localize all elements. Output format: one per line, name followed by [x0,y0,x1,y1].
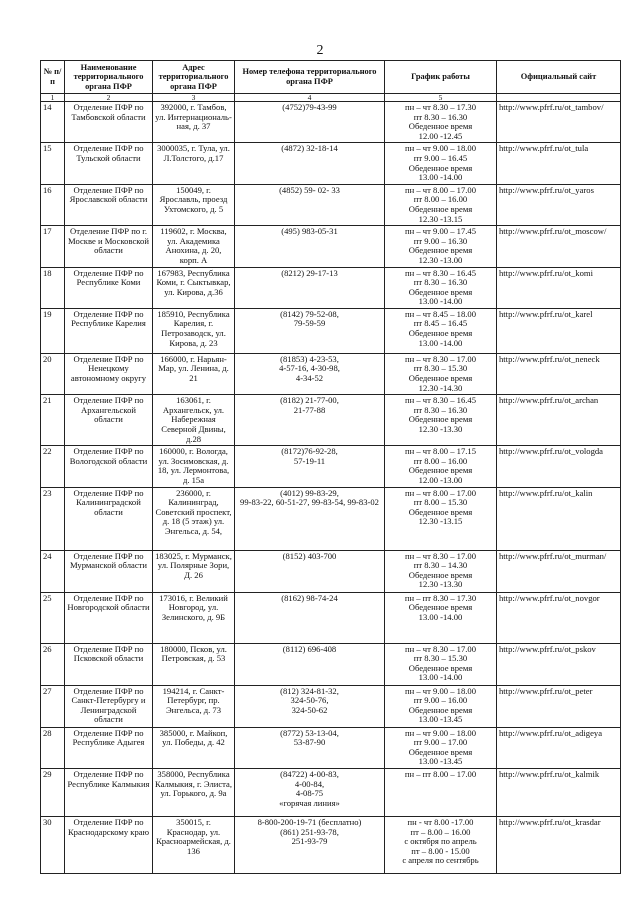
office-phone: (495) 983-05-31 [235,226,385,267]
office-schedule: пн – чт 8.45 – 18.00 пт 8.45 – 16.45 Обеденное время 13.00 -14.00 [385,308,497,353]
office-site-link[interactable]: http://www.pfrf.ru/ot_krasdar [497,817,621,874]
office-schedule: пн – чт 8.00 – 17.00 пт 8.00 – 15.30 Обеденное время 12.30 -13.15 [385,487,497,550]
table-row [41,817,621,874]
office-address: 180000, Псков, ул. Петровская, д. 53 [153,643,235,685]
table-row [41,643,621,685]
office-name: Отделение ПФР по Тамбовской области [65,102,153,143]
office-name: Отделение ПФР по Республике Карелия [65,308,153,353]
row-number: 19 [41,308,65,353]
office-schedule: пн – пт 8.30 – 17.30 Обеденное время 13.00 -14.00 [385,592,497,643]
office-address: 350015, г. Краснодар, ул. Красноармейская, д. 136 [153,817,235,874]
table-row [41,446,621,487]
office-phone: (8182) 21-77-00, 21-77-88 [235,395,385,446]
office-address: 150049, г. Ярославль, проезд Ухтомского, д. 5 [153,184,235,225]
row-number: 18 [41,267,65,308]
office-schedule: пн – чт 8.30 – 16.45 пт 8.30 – 16.30 Обеденное время 12.30 -13.30 [385,395,497,446]
office-site-link[interactable]: http://www.pfrf.ru/ot_kalmik [497,769,621,817]
row-number: 27 [41,685,65,727]
office-name: Отделение ПФР по Вологодской области [65,446,153,487]
office-schedule: пн – чт 9.00 – 18.00 пт 9.00 – 16.45 Обеденное время 13.00 -14.00 [385,143,497,184]
table-row [41,226,621,267]
office-phone: (8142) 79-52-08, 79-59-59 [235,308,385,353]
office-schedule: пн – чт 9.00 – 17.45 пт 9.00 – 16.30 Обеденное время 12.30 -13.00 [385,226,497,267]
office-phone: (8172)76-92-28, 57-19-11 [235,446,385,487]
office-schedule: пн – чт 8.30 – 17.30 пт 8.30 – 16.30 Обеденное время 12.00 -12.45 [385,102,497,143]
header-site: Официальный сайт [497,61,621,94]
office-site-link[interactable]: http://www.pfrf.ru/ot_peter [497,685,621,727]
office-site-link[interactable]: http://www.pfrf.ru/ot_neneck [497,353,621,394]
table-row [41,308,621,353]
header-number: № п/п [41,61,65,94]
table-row [41,685,621,727]
table-row [41,143,621,184]
table-row [41,550,621,592]
office-address: 194214, г. Санкт-Петербург, пр. Энгельса, д. 73 [153,685,235,727]
office-phone: (4852) 59- 02- 33 [235,184,385,225]
office-address: 160000, г. Вологда, ул. Зосимовская, д. 18, ул. Лермонтова, д. 15а [153,446,235,487]
office-site-link[interactable]: http://www.pfrf.ru/ot_archan [497,395,621,446]
table-row [41,727,621,768]
office-schedule: пн – чт 8.30 – 16.45 пт 8.30 – 16.30 Обеденное время 13.00 -14.00 [385,267,497,308]
office-name: Отделение ПФР по Новгородской области [65,592,153,643]
row-number: 22 [41,446,65,487]
header-phone: Номер телефона территориального органа ПФР [235,61,385,94]
office-name: Отделение ПФР по Краснодарскому краю [65,817,153,874]
office-name: Отделение ПФР по г. Москве и Московской области [65,226,153,267]
office-phone: (8212) 29-17-13 [235,267,385,308]
office-site-link[interactable]: http://www.pfrf.ru/ot_kalin [497,487,621,550]
office-phone: (8112) 696-408 [235,643,385,685]
office-address: 183025, г. Мурманск, ул. Полярные Зори, Д. 26 [153,550,235,592]
office-phone: (4012) 99-83-29, 99-83-22, 60-51-27, 99-83-54, 99-83-02 [235,487,385,550]
office-name: Отделение ПФР по Архангельской области [65,395,153,446]
office-schedule: пн – чт 8.30 – 17.00 пт 8.30 – 15.30 Обеденное время 13.00 -14.00 [385,643,497,685]
office-name: Отделение ПФР по Республике Калмыкия [65,769,153,817]
office-phone: (812) 324-81-32, 324-50-76, 324-50-62 [235,685,385,727]
office-address: 119602, г. Москва, ул. Академика Анохина, д. 20, корп. А [153,226,235,267]
header-row [41,61,621,94]
office-site-link[interactable]: http://www.pfrf.ru/ot_adigeya [497,727,621,768]
office-address: 166000, г. Нарьян-Мар, ул. Ленина, д. 21 [153,353,235,394]
office-schedule: пн – чт 9.00 – 18.00 пт 9.00 – 17.00 Обеденное время 13.00 -13.45 [385,727,497,768]
header-address: Адрес территориального органа ПФР [153,61,235,94]
row-number: 21 [41,395,65,446]
office-address: 167983, Республика Коми, г. Сыктывкар, ул. Кирова, д.36 [153,267,235,308]
office-schedule: пн – пт 8.00 – 17.00 [385,769,497,817]
office-name: Отделение ПФР по Республике Коми [65,267,153,308]
pfr-offices-table [40,60,621,874]
table-row [41,769,621,817]
column-number-row [41,94,621,102]
office-name: Отделение ПФР по Калининградской области [65,487,153,550]
office-schedule: пн – чт 8.30 – 17.00 пт 8.30 – 14.30 Обеденное время 12.30 -13.30 [385,550,497,592]
office-name: Отделение ПФР по Санкт-Петербургу и Ленинградской области [65,685,153,727]
table-body [41,102,621,874]
office-schedule: пн – чт 8.00 – 17.00 пт 8.00 – 16.00 Обеденное время 12.30 -13.15 [385,184,497,225]
office-address: 173016, г. Великий Новгород, ул. Зелинского, д. 9Б [153,592,235,643]
office-phone: (8152) 403-700 [235,550,385,592]
table-row [41,102,621,143]
office-address: 163061, г. Архангельск, ул. Набережная Северной Двины, д.28 [153,395,235,446]
office-schedule: пн - чт 8.00 -17.00 пт – 8.00 – 16.00 с октября по апрель пт – 8.00 - 15.00 с апреля по сентябрь [385,817,497,874]
table-row [41,267,621,308]
office-site-link[interactable]: http://www.pfrf.ru/ot_vologda [497,446,621,487]
row-number: 28 [41,727,65,768]
office-schedule: пн – чт 9.00 – 18.00 пт 9.00 – 16.00 Обеденное время 13.00 -13.45 [385,685,497,727]
office-phone: 8-800-200-19-71 (бесплатно) (861) 251-93-78, 251-93-79 [235,817,385,874]
office-site-link[interactable]: http://www.pfrf.ru/ot_komi [497,267,621,308]
office-name: Отделение ПФР по Ярославской области [65,184,153,225]
row-number: 30 [41,817,65,874]
office-name: Отделение ПФР по Мурманской области [65,550,153,592]
row-number: 15 [41,143,65,184]
office-address: 392000, г. Тамбов, ул. Интернациональ-ная, д. 37 [153,102,235,143]
office-name: Отделение ПФР по Псковской области [65,643,153,685]
row-number: 20 [41,353,65,394]
office-phone: (84722) 4-00-83, 4-00-84, 4-08-75 «горячая линия» [235,769,385,817]
office-address: 385000, г. Майкоп, ул. Победы, д. 42 [153,727,235,768]
office-name: Отделение ПФР по Ненецкому автономному округу [65,353,153,394]
page-number: 2 [316,43,324,58]
row-number: 26 [41,643,65,685]
office-phone: (8772) 53-13-04, 53-87-90 [235,727,385,768]
row-number: 16 [41,184,65,225]
table-row [41,353,621,394]
row-number: 23 [41,487,65,550]
office-address: 185910, Республика Карелия, г. Петрозаводск, ул. Кирова, д. 23 [153,308,235,353]
office-phone: (4872) 32-18-14 [235,143,385,184]
header-name: Наименование территориального органа ПФР [65,61,153,94]
office-phone: (8162) 98-74-24 [235,592,385,643]
office-site-link[interactable]: http://www.pfrf.ru/ot_tula [497,143,621,184]
office-site-link[interactable]: http://www.pfrf.ru/ot_pskov [497,643,621,685]
office-address: 236000, г. Калининград, Советский проспект, д. 18 (5 этаж) ул. Энгельса, д. 54, [153,487,235,550]
office-name: Отделение ПФР по Республике Адыгея [65,727,153,768]
row-number: 24 [41,550,65,592]
header-schedule: График работы [385,61,497,94]
column-number: 1 [41,94,65,102]
office-site-link[interactable]: http://www.pfrf.ru/ot_yaros [497,184,621,225]
table-row [41,184,621,225]
office-address: 358000, Республика Калмыкия, г. Элиста, ул. Горького, д. 9а [153,769,235,817]
office-name: Отделение ПФР по Тульской области [65,143,153,184]
office-site-link[interactable]: http://www.pfrf.ru/ot_moscow/ [497,226,621,267]
office-schedule: пн – чт 8.00 – 17.15 пт 8.00 – 16.00 Обеденное время 12.00 -13.00 [385,446,497,487]
row-number: 25 [41,592,65,643]
office-site-link[interactable]: http://www.pfrf.ru/ot_murman/ [497,550,621,592]
column-number [497,94,621,102]
column-number: 5 [385,94,497,102]
office-site-link[interactable]: http://www.pfrf.ru/ot_novgor [497,592,621,643]
column-number: 4 [235,94,385,102]
column-number: 2 [65,94,153,102]
office-address: 3000035, г. Тула, ул. Л.Толстого, д.17 [153,143,235,184]
row-number: 17 [41,226,65,267]
office-site-link[interactable]: http://www.pfrf.ru/ot_karel [497,308,621,353]
table-row [41,592,621,643]
office-schedule: пн – чт 8.30 – 17.00 пт 8.30 – 15.30 Обеденное время 12.30 -14.30 [385,353,497,394]
row-number: 14 [41,102,65,143]
column-number: 3 [153,94,235,102]
office-phone: (81853) 4-23-53, 4-57-16, 4-30-98, 4-34-52 [235,353,385,394]
table-row [41,487,621,550]
table-row [41,395,621,446]
office-phone: (4752)79-43-99 [235,102,385,143]
office-site-link[interactable]: http://www.pfrf.ru/ot_tambov/ [497,102,621,143]
row-number: 29 [41,769,65,817]
